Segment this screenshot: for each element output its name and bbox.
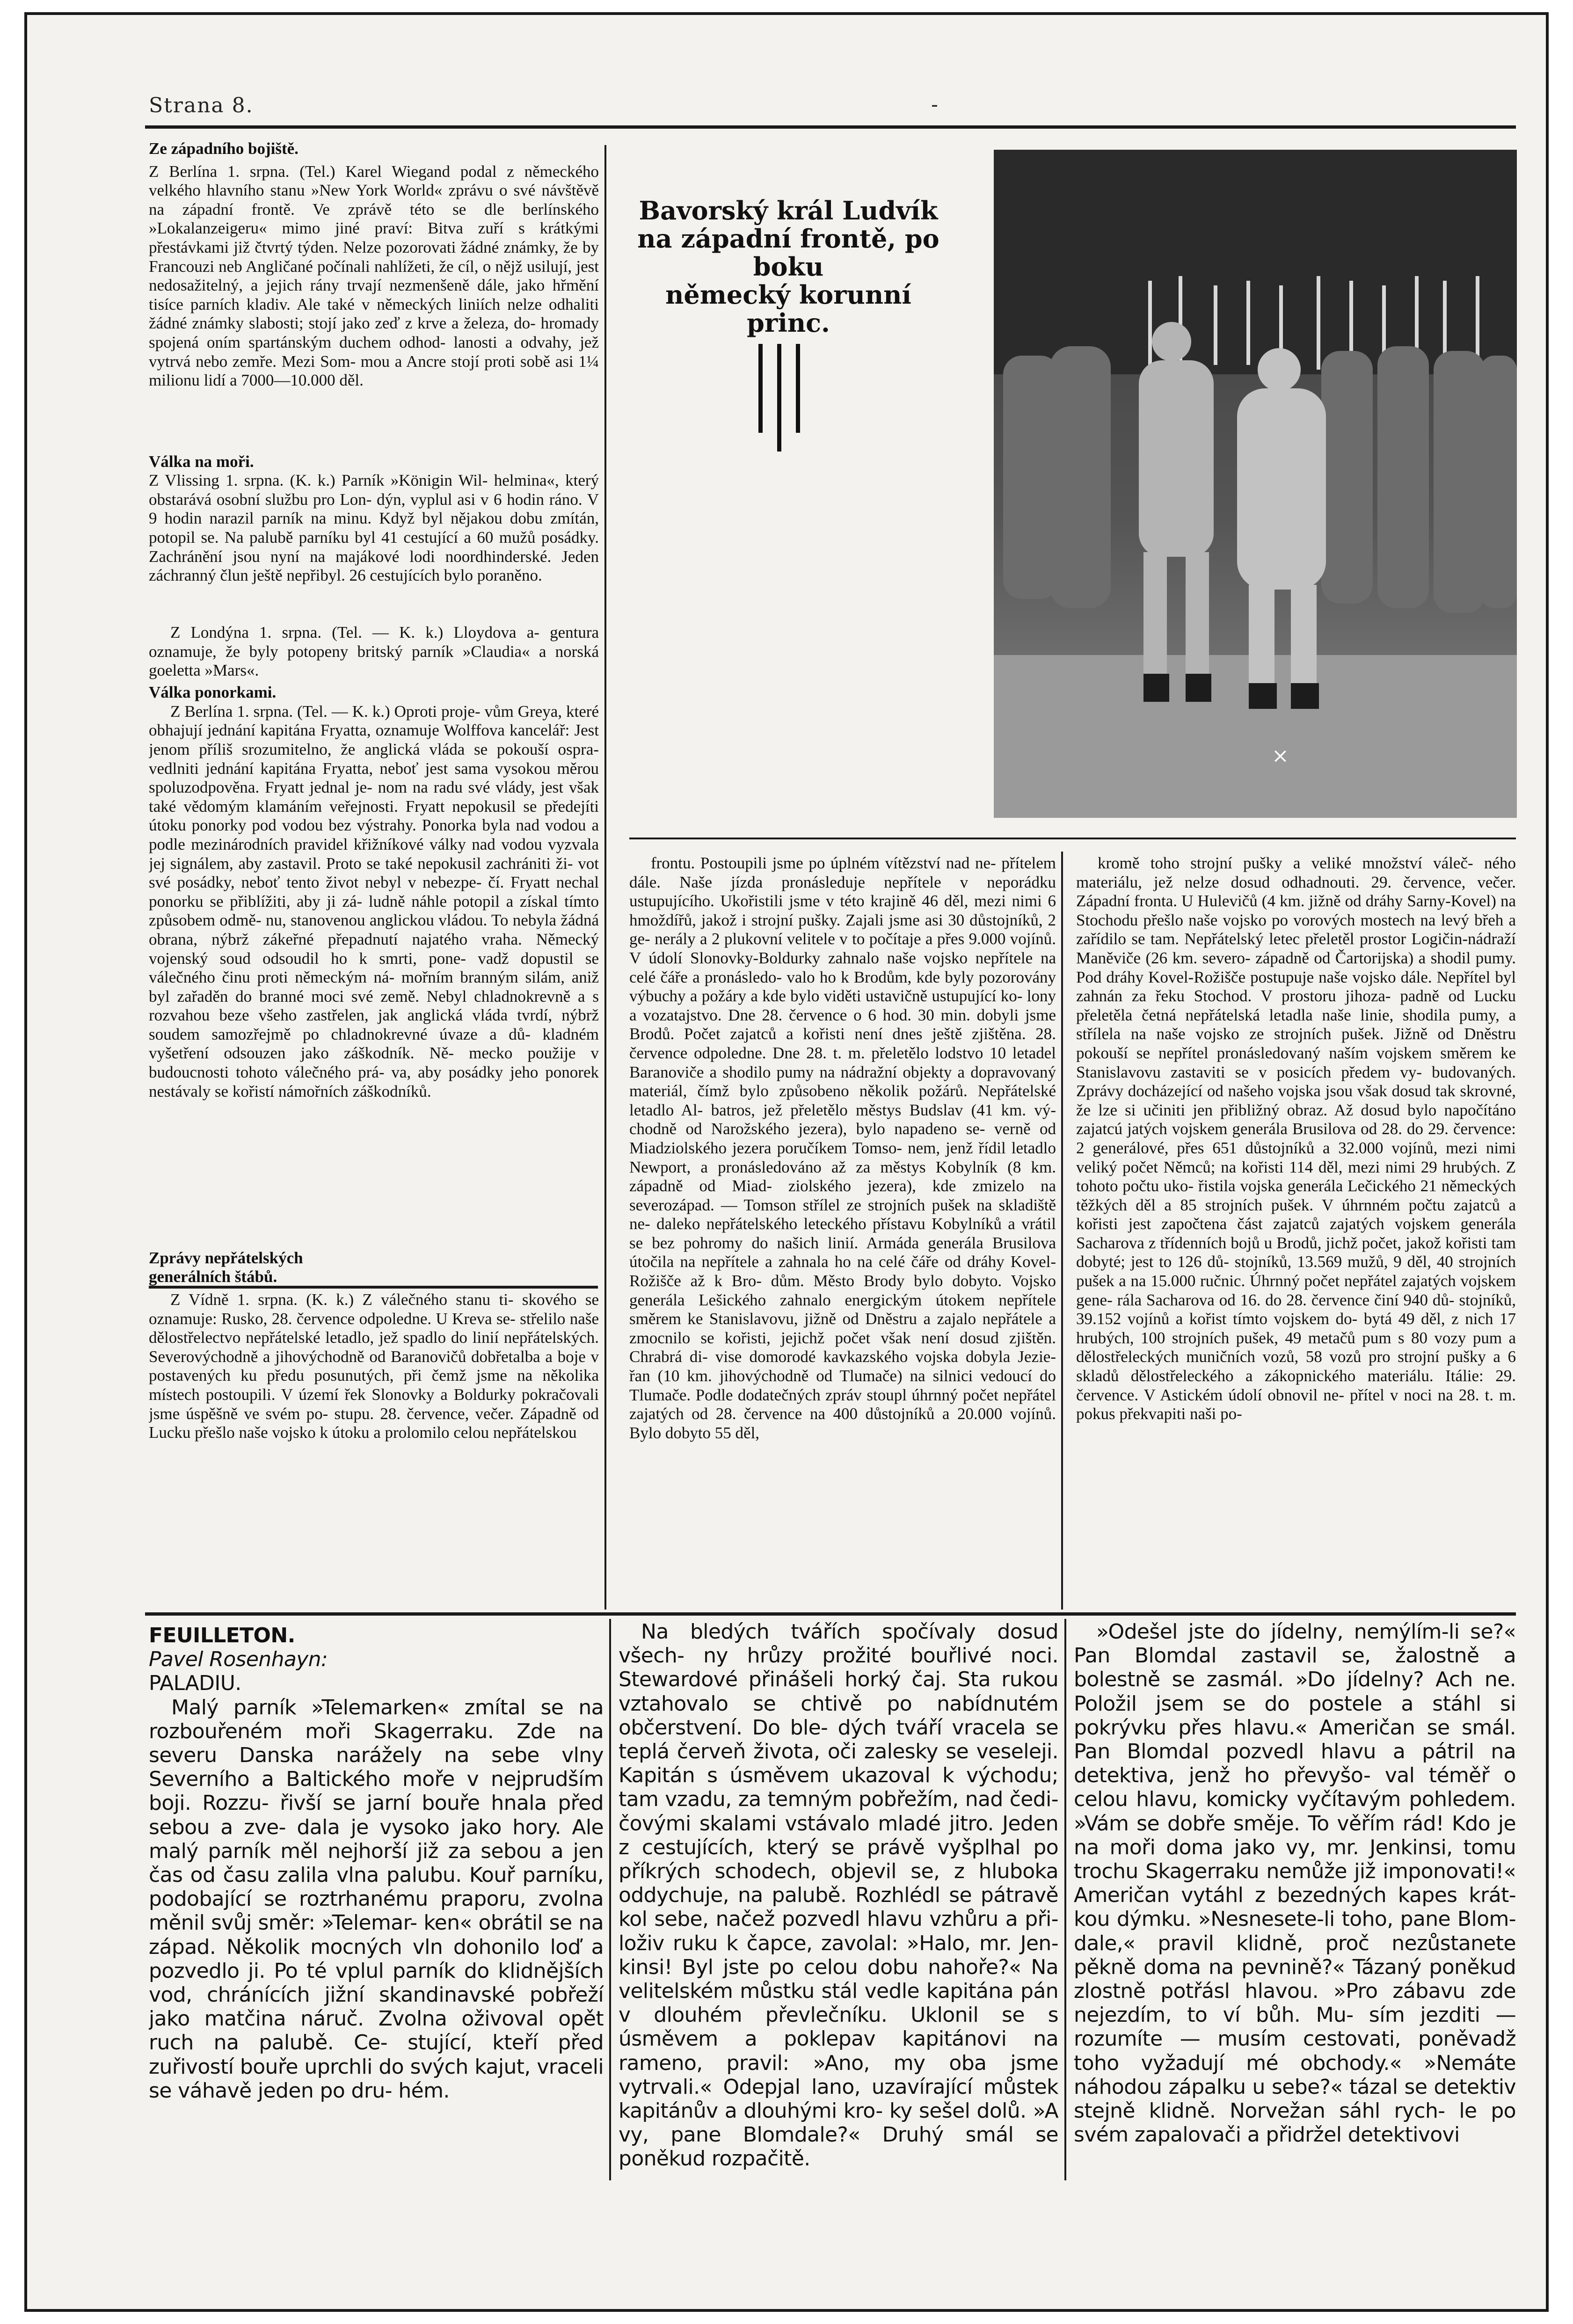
- photo-illustration: [994, 150, 1517, 818]
- article-berlin-2: Z Berlína 1. srpna. (Tel. — K. k.) Oproti proje- vům Greya, které obhajují jednání kapitána Fryatta, oznamuje Wolffova kancelář: Jest jenom příliš srozumitelno, že anglická vláda se pokouší ospra- vedlniti jednání kapitána Fryatta, neboť jest sama vysokou měrou spoluzodpověna. Fryatt jednal je- nom na radu své vlády, jest však také vědomým klamáním veřejnosti. Fryatt nepokusil se předejíti útoku ponorky pod vodou bez výstrahy. Ponorka byla nad vodou a podle mezinárodních pravidel křižníkové války nad vodou vyzvala jej signálem, aby zastavil. Proto se také nepokusil zachrániti ži- vot své posádky, neboť tento život nebyl v nebezpe- čí. Fryatt nechal ponorku se přiblížiti, aby ji zá- ludně náhle potopil a získal tímto způsobem odmě- nu, stanovenou anglickou vládou. To nebyla žádná obrana, nýbrž zákeřné přepadnutí najatého vraha. Německý vojenský soud odsoudil ho k smrti, pone- vadž dopustil se válečného činu proti německým ná- mořním branným silám, aniž byl zařaděn do branné moci své země. Nebyl chladnokrevně a s rozvahou beze všeho zastřelen, jak anglická vláda tvrdí, nýbrž soudem samozřejmě po chladnokrevné úvaze a dů- kladném vyšetření odsouzen jako záškodník. Ně- mecko použije v budoucnosti tohoto válečného prá- va, aby posádky jeho ponorek nestávaly se kořistí námořních záškodníků.: [149, 702, 599, 1100]
- header-rule: [145, 125, 1516, 129]
- page-number-label: Strana 8.: [149, 94, 254, 117]
- column-3: [1076, 854, 1516, 1608]
- feuilleton-author: Pavel Rosenhayn:: [149, 1647, 328, 1672]
- header-mark: -: [931, 93, 938, 117]
- photo-caption: Bavorský král Ludvík na západní frontě, po boku německý korunní princ.: [637, 196, 939, 338]
- feuilleton-column-1: [149, 1624, 604, 2185]
- story-title: PALADIU.: [149, 1671, 241, 1696]
- feuilleton-column-2: [619, 1620, 1058, 2181]
- article-vienna: Z Vídně 1. srpna. (K. k.) Z válečného stanu ti- skového se oznamuje: Rusko, 28. července odpoledne. U Kreva se- střelilo naše dělostřelectvo nepřátelské letadlo, jež spadlo do linií nepřátelských. Severovýchodně a jihovýchodně od Baranovičů dobřetalba a boje v postavených ku předu posunutých, při čemž jsme na několika místech postoupili. V území řek Slonovky a Boldurky pokračovali jsme úspěšně ve svém po- stupu. 28. července, večer. Západně od Lucku přešlo naše vojsko k útoku a prolomilo celou nepřátelskou: [149, 1290, 599, 1442]
- headline-submarine-war: Válka ponorkami.: [149, 683, 277, 702]
- article-london: Z Londýna 1. srpna. (Tel. — K. k.) Lloydova a- gentura oznamuje, že byly potopeny britský parník »Claudia« a norská goeletta »Mars«.: [149, 623, 599, 680]
- column-divider-mid: [1061, 852, 1063, 1610]
- feuilleton-text-3: »Odešel jste do jídelny, nemýlím-li se?« Pan Blomdal zastavil se, žalostně a bolestně se zasmál. »Do jídelny? Ach ne. Položil jsem se do postele a stáhl si pokrývku přes hlavu.« Američan se smál. Pan Blomdal pozvedl hlavu a pátril na detektiva, jenž ho převyšo- val téměř o celou hlavu, komicky vyčítavým pohledem. »Vám se dobře směje. To věřím rád! Kdo je na moři doma jako vy, mr. Jenkinsi, tomu trochu Skagerraku nemůže již imponovati!« Američan vytáhl z bezedných kapes krát- kou dýmku. »Nesnesete-li toho, pane Blom- dale,« pravil klidně, proč nezůstanete pěkně doma na pevnině?« Tázaný poněkud zlostně potřásl hlavou. »Pro zábavu zde nejezdím, to ví bůh. Mu- sím jezditi — rozumíte — musím cestovati, poněvadž toho vyžadují mé obchody.« »Nemáte náhodou zápalku u sebe?« tázal se detektiv stejně klidně. Norvežan sáhl rych- le po svém zapalovači a přidržel detektivovi: [1074, 1620, 1516, 2147]
- column-2: [629, 854, 1056, 1608]
- photo-x-mark: ×: [1272, 744, 1289, 768]
- article-continuation-col2: frontu. Postoupili jsme po úplném vítězství nad ne- přítelem dále. Naše jízda pronásleduje nepřítele v neporádku ustupujícího. Ukořistili jsme v této krajině 46 děl, mezi nimi 6 hmoždířů, jakož i strojní pušky. Zajali jsme asi 30 důstojníků, 2 ge- nerály a 2 plukovní velitele v to počítaje a přes 9.000 vojínů. V údolí Slonovky-Boldurky zahnalo naše vojsko nepřítele na celé čáře a pronásledo- valo ho k Brodům, kde byly pozorovány výbuchy a požáry a kde bylo viděti ustavičně ustupující ko- lony a vozatajstvo. Dne 28. července o 6 hod. 30 min. dobyli jsme Brodů. Počet zajatců a kořisti není dnes ještě zjištěna. 28. července odpoledne. Dne 28. t. m. přeletělo lodstvo 10 letadel Baranoviče a shodilo pumy na nádražní objekty a dopravovaný materiál, čímž bylo způsobeno několik požárů. Nepřátelské letadlo Al- batros, jež přeletělo městys Budslav (41 km. vý- chodně od Narožského jezera), bylo napadeno se- verně od Miadziolského jezera poručíkem Tomso- nem, jenž řídil letadlo Newport, a pronásledováno až za městys Kobylník (8 km. západně od Miad- ziolského jezera), kde zmizelo na severozápad. — Tomson střílel ze strojních pušek na skladiště ne- daleko nepřátelského leteckého přístavu Kobylníků a vrátil se bez pohromy do našich linií. Armáda generála Brusilova útočila na nepřítele a zahnala ho na celé čáře od dráhy Kovel-Rožišče až k Bro- dům. Město Brody bylo dobyto. Vojsko generála Lešického zahnalo energickým útokem nepřítele směrem ke Stanislavovu, jižně od Dněstru a zajalo nepřátele a zmocnilo se kořisti, jejichž počet však není dosud zjištěn. Chrabrá di- vise domorodé kavkazského vojska dobyla Jezie- řan (10 km. jihovýchodně od Tlumače) na silnici vedoucí do Tlumače. Podle dodatečných zpráv stoupl úhrnný počet nepřátel zajatých od 28. července na 400 důstojníků a 20.000 vojínů. Bylo dobyto 55 děl,: [629, 854, 1056, 1442]
- headline-western-front: Ze západního bojiště.: [149, 139, 299, 158]
- feuilleton-text-2: Na bledých tvářích spočívaly dosud všech- ny hrůzy prožité bouřlivé noci. Stewardové přinášeli horký čaj. Sta rukou vztahovalo se chtivě po nabídnutém občerstvení. Do ble- dých tváří vracela se teplá červeň života, oči zalesky se veseleji. Kapitán s úsměvem ukazoval k východu; tam vzadu, za temným pobřežím, nad čedi- čovými skalami vstávalo mladé jitro. Jeden z cestujících, který se právě vyšplhal po příkrých schodech, objevil se, z hluboka oddychuje, na palubě. Rozhlédl se pátravě kol sebe, načež pozvedl hlavu vzhůru a při- loživ ruku k čapce, zavolal: »Halo, mr. Jen- kinsi! Byl jste po celou dobu nahoře?« Na velitelském můstku stál vedle kapitána pán v dlouhém převlečníku. Uklonil se s úsměvem a poklepav kapitánovi na rameno, pravil: »Ano, my oba jsme vytrvali.« Odepjal lano, uzavírající můstek kapitánův a dlouhými kro- ky sešel dolů. »A vy, pane Blomdale?« Druhý smál se poněkud rozpačitě.: [619, 1620, 1058, 2171]
- feuilleton-text-1: Malý parník »Telemarken« zmítal se na rozbouřeném moři Skagerraku. Zde na severu Danska narážely na sebe vlny Severního a Baltického moře v nejprudším boji. Rozzu- řivší se jarní bouře hnala před sebou a zve- dala je vysoko jako hory. Ale malý parník měl nejhorší již za sebou a jen čas od času zalila vlna palubu. Kouř parníku, podobající se roztrhanému praporu, zvolna měnil svůj směr: »Telemar- ken« obrátil se na západ. Několik mocných vln dohonilo loď a pozvedlo ji. Po té vplul parník do klidnějších vod, chránících jižní skandinavské pobřeží jako matčina náruč. Zvolna oživoval opět ruch na palubě. Ce- stující, kteří před zuřivostí bouře uprchli do svých kajut, vraceli se váhavě jeden po dru- hém.: [149, 1695, 604, 2103]
- feuilleton-divider-1: [609, 1619, 611, 2180]
- caption-ornament: [755, 344, 806, 447]
- section-divider-mid: [629, 838, 1516, 839]
- headline-war-at-sea: Válka na moři.: [149, 452, 254, 471]
- feuilleton-column-3: [1074, 1620, 1516, 2181]
- article-berlin-1: Z Berlína 1. srpna. (Tel.) Karel Wiegand podal z německého velkého hlavního stanu »New York World« zprávu o své návštěvě na západní frontě. Ve zprávě této se dle berlínského »Lokalanzeigeru« mimo jiné praví: Bitva zuří s krátkými přestávkami již čtvrtý týden. Nelze pozorovati žádné známky, že by Francouzi neb Angličané počínali nahlížeti, že cíl, o nějž usilují, jest nedosažitelný, a jejich rány trvají nezmenšeně dále, jako hřmění tisíce parních kladiv. Ale také v německých liniích nelze odhaliti žádné známky slabosti; stojí jako zeď z krve a železa, do- hromady spojená oním spartánským duchem odhod- lanosti a odvahy, jež vytrvá nebo zemře. Mezi Som- mou a Ancre stojí proti sobě asi 1¼ milionu lidí a 7000—10.000 děl.: [149, 162, 599, 390]
- feuilleton-title: FEUILLETON.: [149, 1624, 295, 1647]
- column-divider-top-left: [604, 145, 606, 1610]
- feuilleton-rule: [145, 1612, 1516, 1616]
- headline-enemy-staffs-1: Zprávy nepřátelských: [149, 1248, 303, 1267]
- headline-enemy-staffs-2: generálních štábů.: [149, 1268, 277, 1286]
- column-1: [149, 139, 599, 1609]
- photo-king-ludwig: [994, 150, 1517, 818]
- article-vlissing: Z Vlissing 1. srpna. (K. k.) Parník »Königin Wil- helmina«, který obstarává osobní službu pro Lon- dýn, vyplul asi v 6 hodin ráno. V 9 hodin narazil parník na minu. Když byl nějakou dobu zmítán, potopil se. Na palubě parníku byl 41 cestující a 60 mužů posádky. Zachránění jsou nyní na majákové lodi noordhinderské. Jeden záchranný člun ještě nepřibyl. 26 cestujících bylo poraněno.: [149, 471, 599, 585]
- article-continuation-col3: kromě toho strojní pušky a veliké množství váleč- ného materiálu, jež nelze dosud odhadnouti. 29. července, večer. Západní fronta. U Hulevičů (4 km. jižně od dráhy Sarny-Kovel) na Stochodu přešlo naše vojsko po vorových mostech na levý břeh a zařídilo se tam. Nepřátelský letec přeletěl prostor Logičin-nádraží Maněviče (26 km. severo- západně od Čartorijska) a shodil pumy. Pod dráhy Kovel-Rožišče postupuje naše vojsko dále. Nepřítel byl zahnán za řeku Stochod. V prostoru jihoza- padně od Lucku přeletěla četná nepřátelská letadla naše linie, shodila pumy, a střílela na naše vojsko ze strojních pušek. Jižně od Dněstru pokouší se nepřítel pronásledovaný naším vojskem směrem ke Stanislavovu zastaviti se v posicích předem vy- budovaných. Zprávy docházející od našeho vojska jsou však dosud tak skrovné, že lze si učiniti jen přibližný obraz. Až dosud bylo napočítáno zajatcú jatých vojskem generála Brusilova od 28. do 29. července: 2 generálové, přes 651 důstojníků a 32.000 vojínů, mezi nimi veliký počet Němců; na kořisti 114 děl, mezi nimi 29 hrubých. Z tohoto počtu uko- řistila vojska generála Lečického 21 německých těžkých děl a 85 strojních pušek. V úhrnném počtu zajatců a kořisti jest započtena část zajatců zajatých vojskem generála Sacharova z třídenních bojů u Brodů, jichž počet, jakož kořisti tam dobyté; jest to 126 dů- stojníků, 13.569 mužů, 9 děl, 40 strojních pušek a na 15.000 ručnic. Úhrnný počet nepřátel zajatých vojskem gene- rála Sacharova od 16. do 28. července činí 940 dů- stojníků, 39.152 vojínů a kořist tímto vojskem do- bytá 49 děl, z nich 17 hrubých, 100 strojních pušek, 49 metačů pum s 80 vozy pum a dělostřeleckých muničních vozů, 58 vozů pro strojní pušky a 6 skladů dělostřeleckého a zákopnického materiálu. Itálie: 29. července. V Astickém údolí obnovil ne- přítel v noci na 28. t. m. pokus překvapiti naši po-: [1076, 854, 1516, 1423]
- feuilleton-divider-2: [1064, 1619, 1066, 2180]
